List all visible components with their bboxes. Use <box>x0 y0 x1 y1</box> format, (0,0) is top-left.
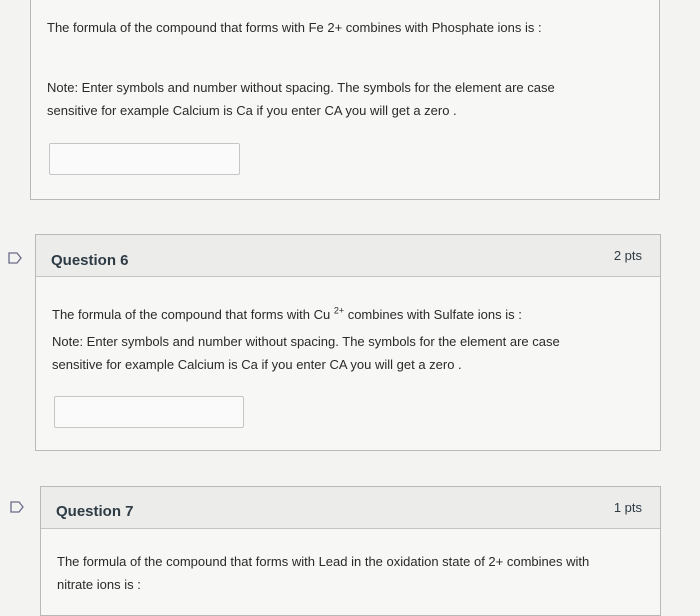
question-5-prompt: The formula of the compound that forms with Fe 2+ combines with Phosphate ions is : <box>47 20 542 35</box>
question-7-prompt-line-2: nitrate ions is : <box>57 577 141 592</box>
question-6-prompt-text: The formula of the compound that forms with Cu <box>52 307 331 322</box>
question-6-answer-input[interactable] <box>54 396 244 428</box>
question-5-card <box>30 0 660 200</box>
question-6-card <box>35 234 661 451</box>
flag-icon[interactable] <box>10 501 24 513</box>
question-5-note-line-1: Note: Enter symbols and number without spacing. The symbols for the element are case <box>47 80 555 95</box>
question-7-header <box>41 487 660 529</box>
flag-icon[interactable] <box>8 252 22 264</box>
question-6-prompt <box>52 306 522 324</box>
question-6-header <box>36 235 660 277</box>
question-7-card <box>40 486 661 616</box>
question-6-note-line-2: sensitive for example Calcium is Ca if you enter CA you will get a zero . <box>52 357 462 372</box>
question-6-title: Question 6 <box>51 252 129 269</box>
question-6-note-line-1: Note: Enter symbols and number without spacing. The symbols for the element are case <box>52 334 560 349</box>
question-7-prompt-line-1: The formula of the compound that forms with Lead in the oxidation state of 2+ combines with <box>57 554 590 569</box>
question-6-points: 2 pts <box>613 248 642 263</box>
question-7-points: 1 pts <box>613 500 642 515</box>
question-6-charge: 2+ <box>333 305 345 316</box>
question-6-prompt-tail: combines with Sulfate ions is : <box>347 307 522 322</box>
question-5-note-line-2: sensitive for example Calcium is Ca if you enter CA you will get a zero . <box>47 103 457 118</box>
question-7-title: Question 7 <box>56 503 134 520</box>
question-5-answer-input[interactable] <box>49 143 240 175</box>
